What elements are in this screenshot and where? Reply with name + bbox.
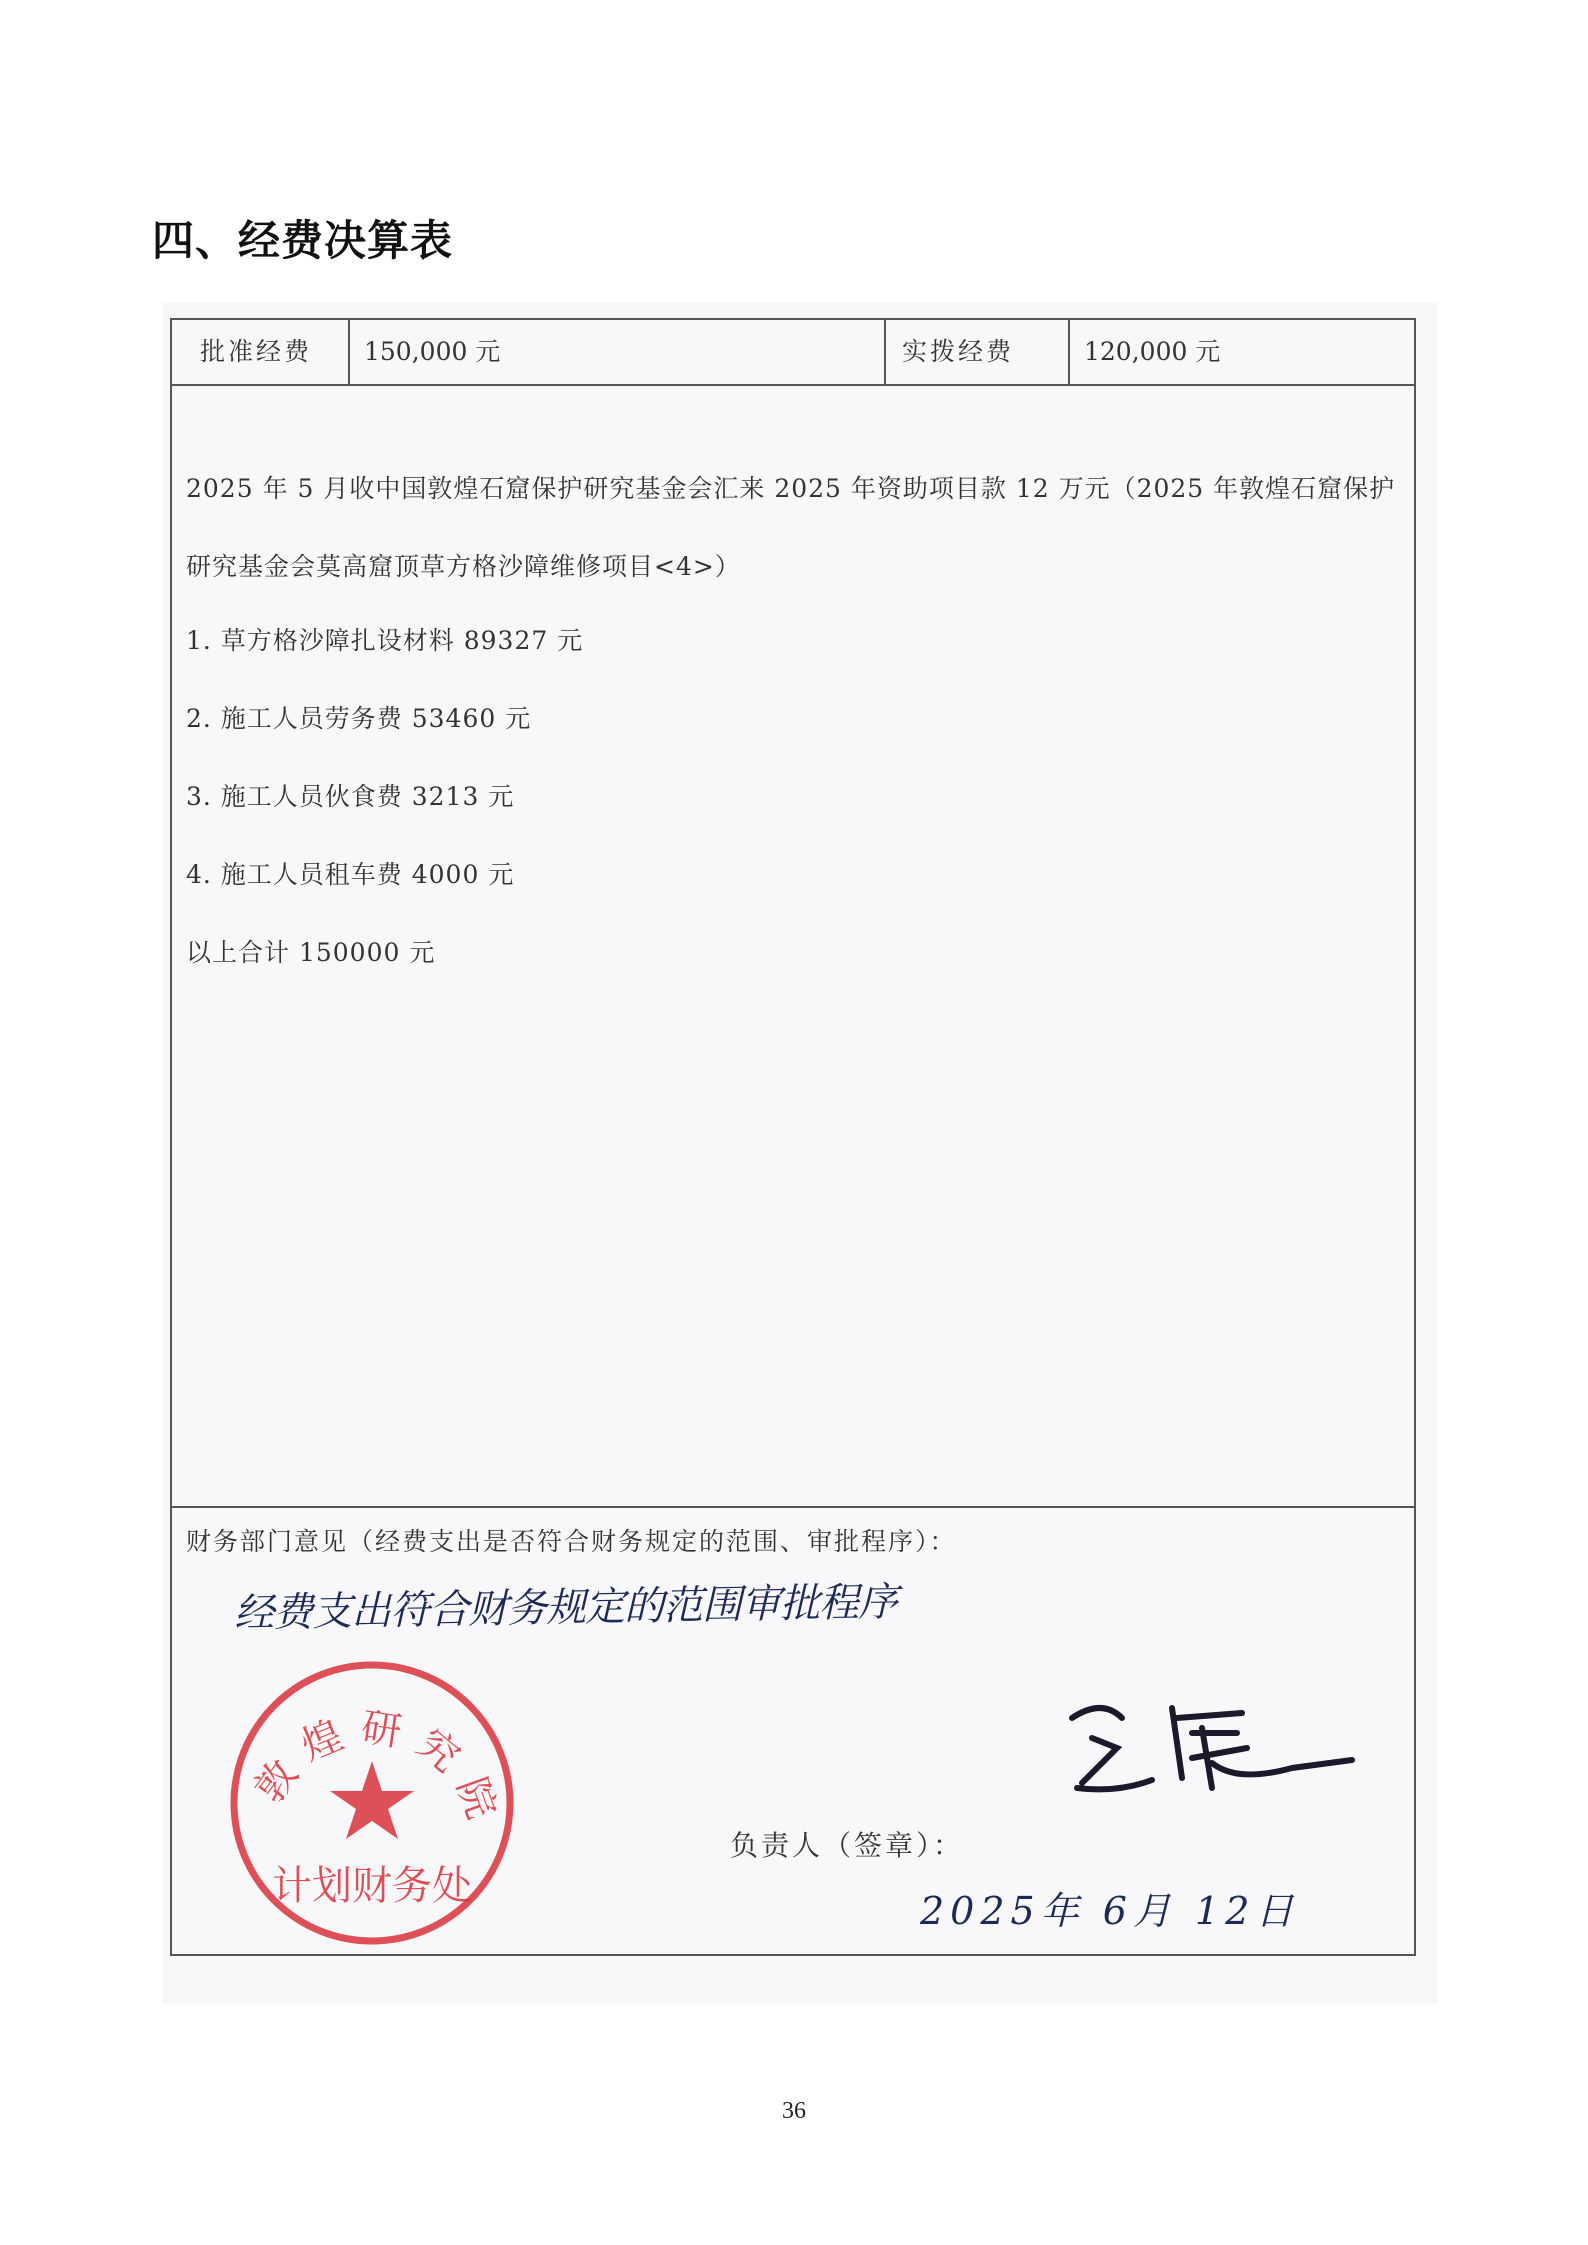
page-number: 36 <box>782 2098 806 2124</box>
expense-detail-cell <box>172 386 1414 1508</box>
approved-funds-label: 批准经费 <box>172 320 350 384</box>
budget-settlement-table <box>170 318 1416 1956</box>
signer-label: 负责人（签章）： <box>730 1829 965 1862</box>
svg-text:敦煌研究院: 敦煌研究院 <box>246 1704 510 1839</box>
funding-description: 2025 年 5 月收中国敦煌石窟保护研究基金会汇来 2025 年资助项目款 12 万元（2025 年敦煌石窟保护研究基金会莫高窟顶草方格沙障维修项目<4>） <box>186 474 1396 581</box>
expense-item-list <box>186 602 583 914</box>
finance-opinion-cell <box>172 1508 1414 1956</box>
svg-text:计划财务处: 计划财务处 <box>272 1863 472 1909</box>
expense-item: 2. 施工人员劳务费 53460 元 <box>186 704 532 733</box>
funding-header-row <box>172 320 1414 386</box>
finance-opinion-label: 财务部门意见（经费支出是否符合财务规定的范围、审批程序）： <box>186 1527 957 1556</box>
allocated-funds-label: 实拨经费 <box>886 320 1070 384</box>
allocated-funds-value: 120,000 元 <box>1084 337 1221 366</box>
expense-total: 以上合计 150000 元 <box>186 938 436 967</box>
signature-date: 2025年 6月 12日 <box>920 1889 1300 1933</box>
section-title: 四、经费决算表 <box>152 216 454 265</box>
official-seal-image <box>222 1653 522 1953</box>
approved-funds-value: 150,000 元 <box>350 320 886 384</box>
expense-item: 1. 草方格沙障扎设材料 89327 元 <box>186 626 584 655</box>
expense-item: 4. 施工人员租车费 4000 元 <box>186 860 515 889</box>
handwritten-signature-image <box>1062 1688 1362 1818</box>
expense-item: 3. 施工人员伙食费 3213 元 <box>186 782 515 811</box>
handwritten-opinion: 经费支出符合财务规定的范围审批程序 <box>233 1579 898 1637</box>
